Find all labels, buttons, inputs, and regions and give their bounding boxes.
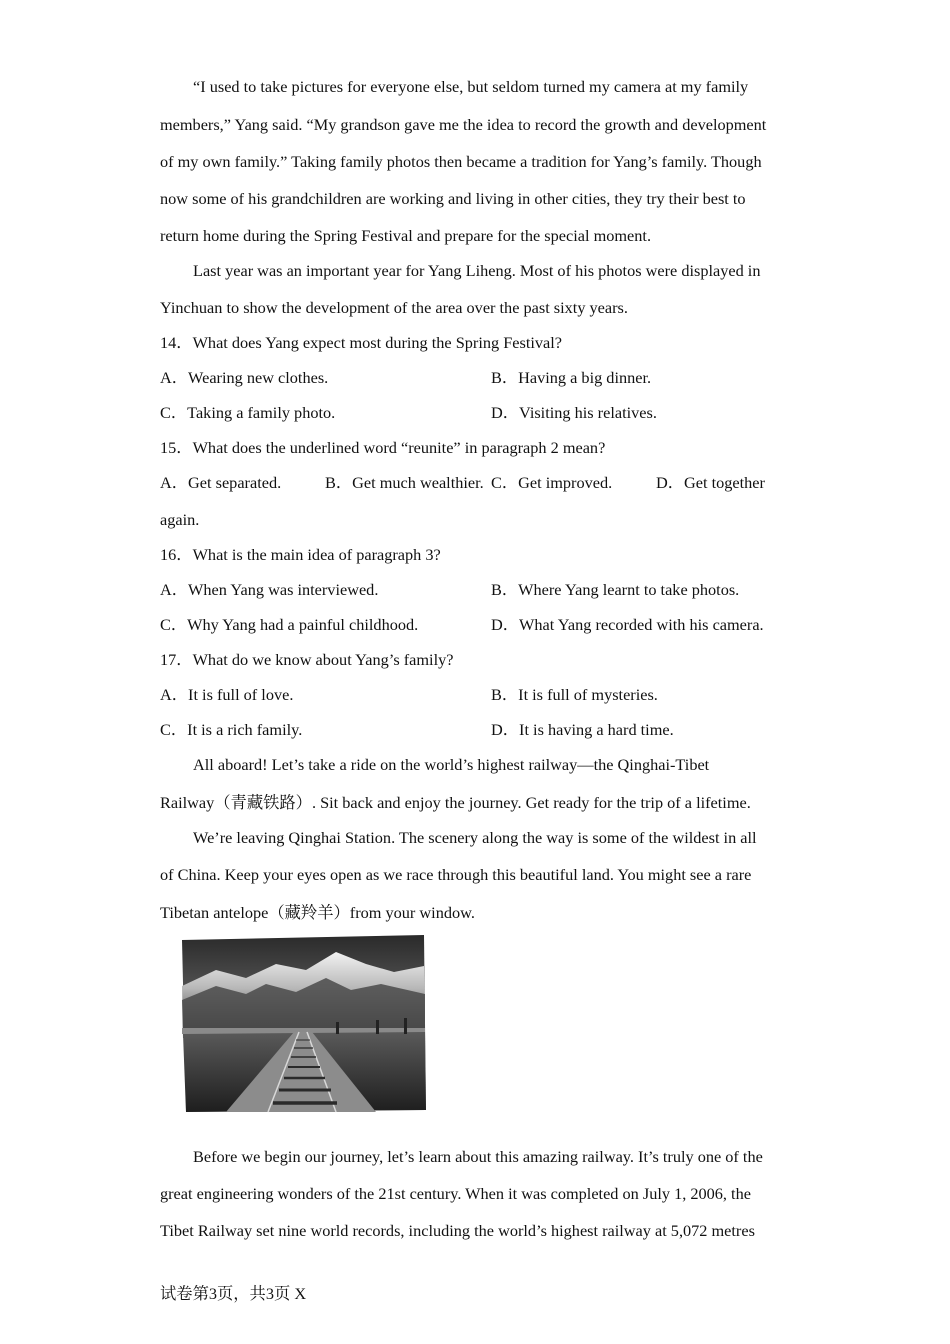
question-stem: 14．What does Yang expect most during the Spring Festival?	[160, 333, 563, 352]
text-line: Tibetan antelope（藏羚羊）from your window.	[160, 903, 475, 922]
option-b[interactable]: B．Get much wealthier.	[325, 473, 484, 492]
text-line: great engineering wonders of the 21st century. When it was completed on July 1, 2006, the	[160, 1184, 751, 1203]
option-b[interactable]: B．Where Yang learnt to take photos.	[491, 580, 740, 599]
option-a[interactable]: A．Wearing new clothes.	[160, 368, 329, 387]
option-c[interactable]: C．Why Yang had a painful childhood.	[160, 615, 419, 634]
text-line: Tibet Railway set nine world records, including the world’s highest railway at 5,072 metres	[160, 1221, 755, 1240]
option-d[interactable]: D．What Yang recorded with his camera.	[491, 615, 764, 634]
question-stem: 15．What does the underlined word “reunite” in paragraph 2 mean?	[160, 438, 606, 457]
option-b[interactable]: B．It is full of mysteries.	[491, 685, 658, 704]
option-d-continued: again.	[160, 510, 200, 529]
page-footer: 试卷第3页，共3页 X	[160, 1284, 307, 1303]
text-line: Railway（青藏铁路）. Sit back and enjoy the journey. Get ready for the trip of a lifetime.	[160, 793, 751, 812]
text-line: of China. Keep your eyes open as we race through this beautiful land. You might see a rare	[160, 865, 752, 884]
option-c[interactable]: C．Taking a family photo.	[160, 403, 336, 422]
option-a[interactable]: A．It is full of love.	[160, 685, 294, 704]
option-d[interactable]: D．It is having a hard time.	[491, 720, 674, 739]
option-d[interactable]: D．Visiting his relatives.	[491, 403, 657, 422]
text-line: members,” Yang said. “My grandson gave me the idea to record the growth and development	[160, 115, 767, 134]
railway-photo-image	[176, 934, 432, 1114]
option-a[interactable]: A．When Yang was interviewed.	[160, 580, 379, 599]
text-line: “I used to take pictures for everyone else, but seldom turned my camera at my family	[193, 77, 749, 96]
text-line: return home during the Spring Festival and prepare for the special moment.	[160, 226, 652, 245]
option-c[interactable]: C．It is a rich family.	[160, 720, 303, 739]
text-line: We’re leaving Qinghai Station. The scenery along the way is some of the wildest in all	[193, 828, 757, 847]
text-line: now some of his grandchildren are working and living in other cities, they try their best to	[160, 189, 746, 208]
option-c[interactable]: C．Get improved.	[491, 473, 613, 492]
question-stem: 16．What is the main idea of paragraph 3?	[160, 545, 441, 564]
question-stem: 17．What do we know about Yang’s family?	[160, 650, 454, 669]
text-line: Before we begin our journey, let’s learn about this amazing railway. It’s truly one of the	[193, 1147, 763, 1166]
text-line: Last year was an important year for Yang Liheng. Most of his photos were displayed in	[193, 261, 761, 280]
text-line: of my own family.” Taking family photos then became a tradition for Yang’s family. Though	[160, 152, 762, 171]
option-b[interactable]: B．Having a big dinner.	[491, 368, 652, 387]
text-line: Yinchuan to show the development of the area over the past sixty years.	[160, 298, 628, 317]
option-a[interactable]: A．Get separated.	[160, 473, 282, 492]
option-d[interactable]: D．Get together	[656, 473, 765, 492]
text-line: All aboard! Let’s take a ride on the world’s highest railway—the Qinghai-Tibet	[193, 755, 710, 774]
railway-photo	[176, 934, 432, 1114]
